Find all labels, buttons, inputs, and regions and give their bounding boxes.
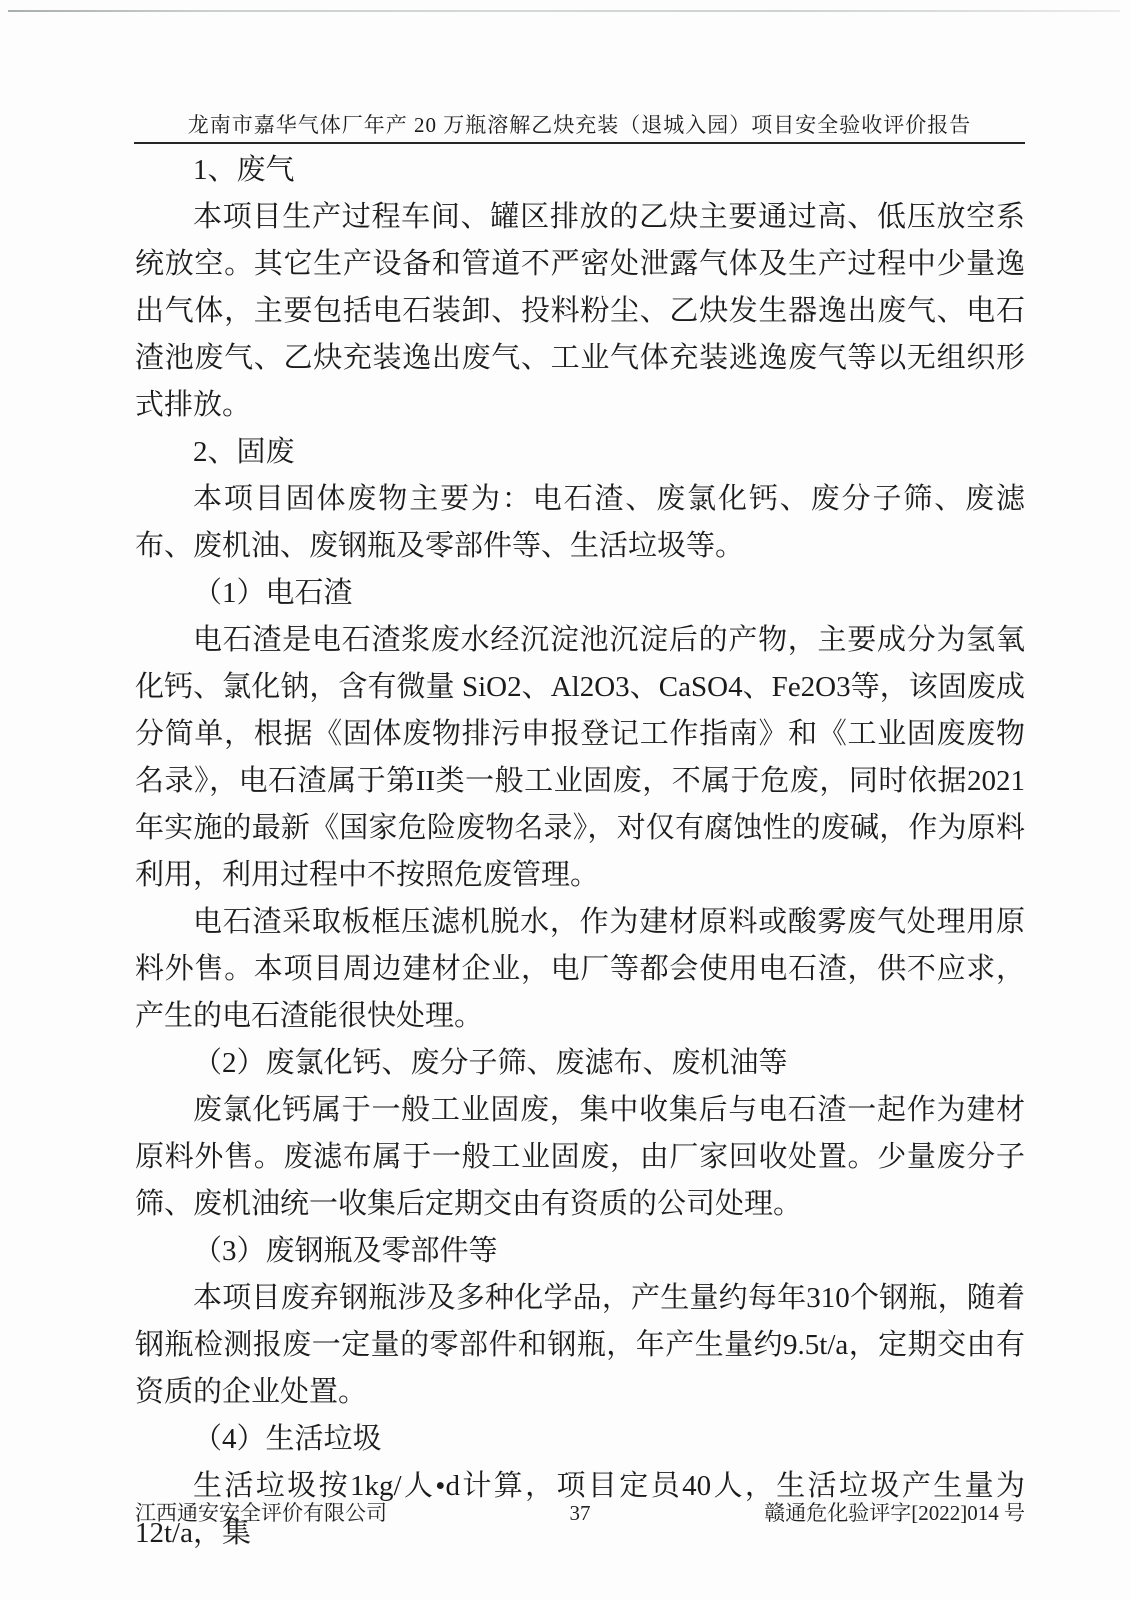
paragraph-carbide-slag-1: 电石渣是电石渣浆废水经沉淀池沉淀后的产物，主要成分为氢氧化钙、氯化钠，含有微量 SiO2、Al2O3、CaSO4、Fe2O3等，该固废成分简单，根据《固体废物排污申报登记工作指南》和《工业固废废物名录》，电石渣属于第II类一般工业固废，不属于危废，同时依据2021年实施的最新《国家危险废物名录》，对仅有腐蚀性的废碱，作为原料利用，利用过程中不按照危废管理。 (135, 624, 1025, 891)
paragraph-waste-cylinders: 本项目废弃钢瓶涉及多种化学品，产生量约每年310个钢瓶，随着钢瓶检测报废一定量的零部件和钢瓶，年产生量约9.5t/a，定期交由有资质的企业处置。 (135, 1282, 1025, 1408)
subheading-carbide-slag: （1）电石渣 (193, 577, 353, 609)
header-rule (134, 142, 1025, 144)
paragraph-domestic-garbage: 生活垃圾按1kg/人•d计算，项目定员40人，生活垃圾产生量为12t/a，集 (135, 1470, 1025, 1549)
paragraph-calcium-chloride: 废氯化钙属于一般工业固废，集中收集后与电石渣一起作为建材原料外售。废滤布属于一般工业固废，由厂家回收处置。少量废分子筛、废机油统一收集后定期交由有资质的公司处理。 (135, 1094, 1025, 1220)
paragraph-waste-gas: 本项目生产过程车间、罐区排放的乙炔主要通过高、低压放空系统放空。其它生产设备和管道不严密处泄露气体及生产过程中少量逸出气体，主要包括电石装卸、投料粉尘、乙炔发生器逸出废气、电石渣池废气、乙炔充装逸出废气、工业气体充装逃逸废气等以无组织形式排放。 (135, 201, 1025, 421)
paragraph-solid-waste-list: 本项目固体废物主要为：电石渣、废氯化钙、废分子筛、废滤布、废机油、废钢瓶及零部件等、生活垃圾等。 (135, 483, 1025, 562)
header-title: 龙南市嘉华气体厂年产 20 万瓶溶解乙炔充装（退城入园）项目安全验收评价报告 (187, 113, 972, 137)
subheading-calcium-chloride: （2）废氯化钙、废分子筛、废滤布、废机油等 (193, 1047, 788, 1079)
document-body (135, 147, 1025, 1557)
paragraph-carbide-slag-2: 电石渣采取板框压滤机脱水，作为建材原料或酸雾废气处理用原料外售。本项目周边建材企业，电厂等都会使用电石渣，供不应求，产生的电石渣能很快处理。 (135, 906, 1025, 1032)
section-heading-waste-gas: 1、废气 (193, 154, 295, 186)
scan-artifact-line (8, 10, 1120, 12)
subheading-domestic-garbage: （4）生活垃圾 (193, 1423, 382, 1455)
footer-page-number: 37 (569, 1501, 591, 1525)
subheading-waste-cylinders: （3）废钢瓶及零部件等 (193, 1235, 498, 1267)
section-heading-solid-waste: 2、固废 (193, 436, 295, 468)
footer-document-number: 赣通危化验评字[2022]014 号 (764, 1501, 1025, 1525)
footer-company-name: 江西通安安全评价有限公司 (135, 1501, 387, 1525)
